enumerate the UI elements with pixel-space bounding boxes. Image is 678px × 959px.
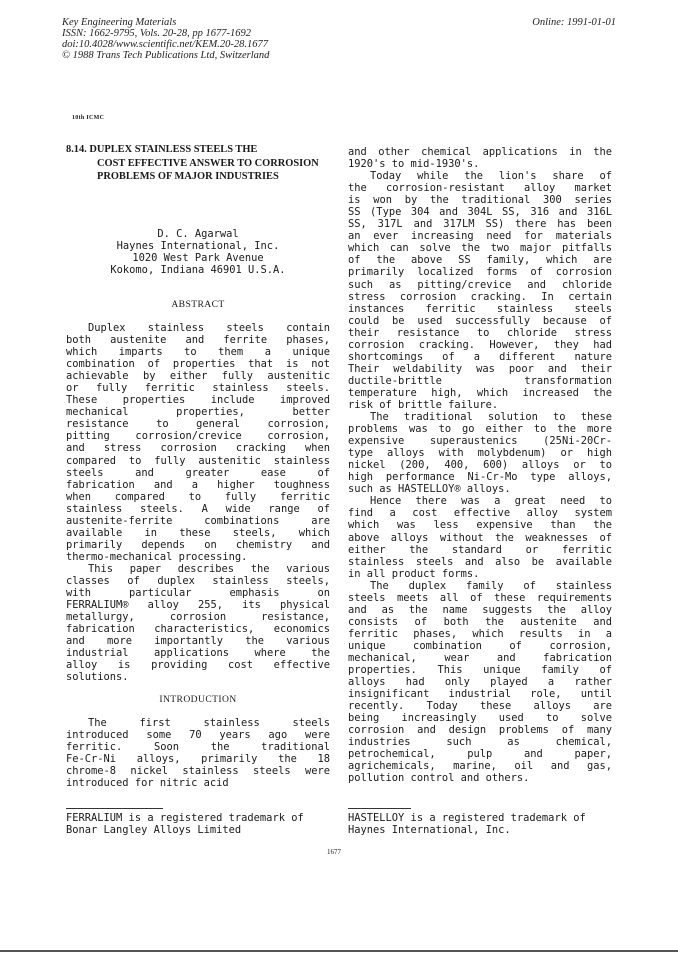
body-line: alloys had only played a rather	[348, 676, 612, 689]
abstract-line: resistance to general corrosion,	[66, 418, 330, 431]
abstract-line: and stress corrosion cracking when	[66, 442, 330, 455]
body-line: steels meets all of these requirements	[348, 591, 612, 604]
body-line: Today while the lion's share of	[370, 170, 612, 183]
introduction-line: chrome-8 nickel stainless steels were	[66, 765, 330, 778]
abstract-line: pitting corrosion/crevice corrosion,	[66, 430, 330, 443]
abstract-line: primarily depends on chemistry and	[66, 538, 330, 551]
footnote-line: Haynes International, Inc.	[348, 824, 511, 837]
abstract-line: austenite-ferrite combinations are	[66, 514, 330, 527]
doi-line: doi:10.4028/www.scientific.net/KEM.20-28.1677	[62, 39, 268, 50]
body-line: and other chemical applications in the	[348, 146, 612, 158]
body-line: high performance Ni-Cr-Mo type alloys,	[348, 471, 612, 484]
abstract-line: when compared to fully ferritic	[66, 490, 330, 503]
body-line: agrichemicals, marine, oil and gas,	[348, 760, 612, 773]
body-line: above alloys without the weaknesses of	[348, 531, 612, 544]
body-line: petrochemical, pulp and paper,	[348, 748, 612, 761]
body-line: problems was to go either to the more	[348, 423, 612, 436]
abstract-line: Duplex stainless steels contain	[88, 322, 330, 334]
abstract-line: metallurgy, corrosion resistance,	[66, 611, 330, 624]
paper-title	[66, 143, 319, 184]
body-line: consists of both the austenite and	[348, 615, 612, 628]
abstract-line: available in these steels, which	[66, 526, 330, 539]
body-line: 1920's to mid-1930's.	[348, 158, 480, 171]
body-line: in all product forms.	[348, 567, 480, 580]
author-block	[66, 228, 330, 276]
introduction-line: The first stainless steels	[88, 717, 330, 729]
footnote-rule	[66, 808, 163, 809]
body-line: unique combination of corrosion,	[348, 639, 612, 652]
body-line: and as the name suggests the alloy	[348, 603, 612, 616]
introduction-heading: INTRODUCTION	[159, 694, 237, 705]
abstract-line: combination of properties that is not	[66, 358, 330, 371]
abstract-line: solutions.	[66, 671, 129, 684]
author-city: Kokomo, Indiana 46901 U.S.A.	[110, 264, 286, 277]
body-line: pollution control and others.	[348, 772, 530, 785]
body-line: expensive superaustenics (25Ni-20Cr-	[348, 435, 612, 448]
abstract-line: classes of duplex stainless steels,	[66, 574, 330, 587]
body-line: industries such as chemical,	[348, 736, 612, 749]
body-line: corrosion cracking. However, they had	[348, 338, 612, 351]
body-line: Their weldability was poor and their	[348, 362, 612, 375]
body-line: either the standard or ferritic	[348, 543, 612, 556]
introduction-line: ferritic. Soon the traditional	[66, 741, 330, 754]
body-line: stainless steels and also be available	[348, 555, 612, 568]
body-line: ductile-brittle transformation	[348, 374, 612, 387]
abstract-line: These properties include improved	[66, 394, 330, 407]
introduction-line: introduced some 70 years ago were	[66, 729, 330, 742]
abstract-line: thermo-mechanical processing.	[66, 550, 248, 563]
abstract-line: and more importantly the various	[66, 635, 330, 648]
body-line: could be used successfully because of	[348, 314, 612, 327]
author-address: 1020 West Park Avenue	[132, 252, 264, 265]
footnote-right	[348, 812, 586, 836]
body-line: The traditional solution to these	[370, 411, 612, 424]
footnote-line: HASTELLOY is a registered trademark of	[348, 812, 586, 824]
introduction-line: Fe-Cr-Ni alloys, primarily the 18	[66, 753, 330, 766]
abstract-line: with particular emphasis on	[66, 587, 330, 600]
scan-edge	[0, 950, 678, 952]
title-line: COST EFFECTIVE ANSWER TO CORROSION	[97, 157, 319, 169]
body-line: shortcomings of a different nature	[348, 350, 612, 363]
page-number: 1677	[327, 848, 341, 856]
footnote-rule	[348, 808, 411, 809]
body-line: ferritic phases, which results in a	[348, 627, 612, 640]
body-line: stress corrosion cracking. In certain	[348, 290, 612, 303]
body-line: mechanical, wear and fabrication	[348, 651, 612, 664]
body-line: an ever increasing need for materials	[348, 230, 612, 243]
abstract-heading: ABSTRACT	[171, 299, 225, 310]
body-line: of the above SS family, which are	[348, 254, 612, 267]
abstract-line: fabrication and a higher toughness	[66, 478, 330, 491]
body-line: nickel (200, 400, 600) alloys or to	[348, 459, 612, 472]
body-line: insignificant industrial role, until	[348, 688, 612, 701]
footnote-line: FERRALIUM is a registered trademark of	[66, 812, 304, 824]
abstract-line: which imparts to them a unique	[66, 346, 330, 359]
abstract-line: stainless steels. A wide range of	[66, 502, 330, 515]
body-line: primarily localized forms of corrosion	[348, 266, 612, 279]
right-column-body	[348, 146, 612, 784]
body-line: The duplex family of stainless	[370, 579, 612, 592]
abstract-line: steels and greater ease of	[66, 466, 330, 479]
abstract-line: compared to fully austenitic stainless	[66, 454, 330, 467]
publication-header	[62, 17, 269, 61]
body-line: their resistance to chloride stress	[348, 326, 612, 339]
footnote-left	[66, 812, 304, 836]
introduction-line: introduced for nitric acid	[66, 777, 229, 790]
body-line: corrosion and design problems of many	[348, 724, 612, 737]
online-date: Online: 1991-01-01	[532, 17, 616, 28]
abstract-line: both austenite and ferrite phases,	[66, 334, 330, 347]
abstract-line: fabrication characteristics, economics	[66, 623, 330, 636]
abstract-line: alloy is providing cost effective	[66, 659, 330, 672]
body-line: which was less expensive than the	[348, 519, 612, 532]
abstract-line: achievable by either fully austenitic	[66, 370, 330, 383]
body-line: SS (Type 304 and 304L SS, 316 and 316L	[348, 206, 612, 219]
introduction-body	[66, 717, 330, 789]
author-name: D. C. Agarwal	[157, 228, 239, 240]
body-line: such as pitting/crevice and chloride	[348, 278, 612, 291]
body-line: being increasingly used to solve	[348, 712, 612, 725]
abstract-body	[66, 322, 330, 683]
copyright-line: © 1988 Trans Tech Publications Ltd, Switzerland	[62, 50, 270, 61]
footnote-line: Bonar Langley Alloys Limited	[66, 824, 242, 837]
body-line: is won by the traditional 300 series	[348, 194, 612, 207]
body-line: temperature high, which increased the	[348, 386, 612, 399]
abstract-line: or fully ferritic stainless steels.	[66, 382, 330, 395]
body-line: which can solve the two major pitfalls	[348, 242, 612, 255]
body-line: properties. This unique family of	[348, 664, 612, 677]
body-line: SS, 317L and 317LM SS) there has been	[348, 218, 612, 231]
body-line: risk of brittle failure.	[348, 398, 499, 411]
title-line: 8.14. DUPLEX STAINLESS STEELS THE	[66, 144, 258, 155]
conference-label: 10th ICMC	[72, 115, 105, 121]
body-line: the corrosion-resistant alloy market	[348, 182, 612, 195]
abstract-line: FERRALIUM® alloy 255, its physical	[66, 599, 330, 612]
body-line: such as HASTELLOY® alloys.	[348, 483, 511, 496]
title-line: PROBLEMS OF MAJOR INDUSTRIES	[97, 171, 279, 182]
body-line: recently. Today these alloys are	[348, 700, 612, 713]
body-line: type alloys with molybdenum) or high	[348, 447, 612, 460]
body-line: instances ferritic stainless steels	[348, 302, 612, 315]
abstract-line: industrial applications where the	[66, 647, 330, 660]
abstract-line: mechanical properties, better	[66, 406, 330, 419]
body-line: Hence there was a great need to	[370, 495, 612, 508]
author-affiliation: Haynes International, Inc.	[116, 240, 280, 253]
issn-line: ISSN: 1662-9795, Vols. 20-28, pp 1677-1692	[62, 28, 251, 39]
body-line: find a cost effective alloy system	[348, 507, 612, 520]
abstract-line: This paper describes the various	[88, 562, 330, 575]
journal-name: Key Engineering Materials	[62, 17, 177, 28]
